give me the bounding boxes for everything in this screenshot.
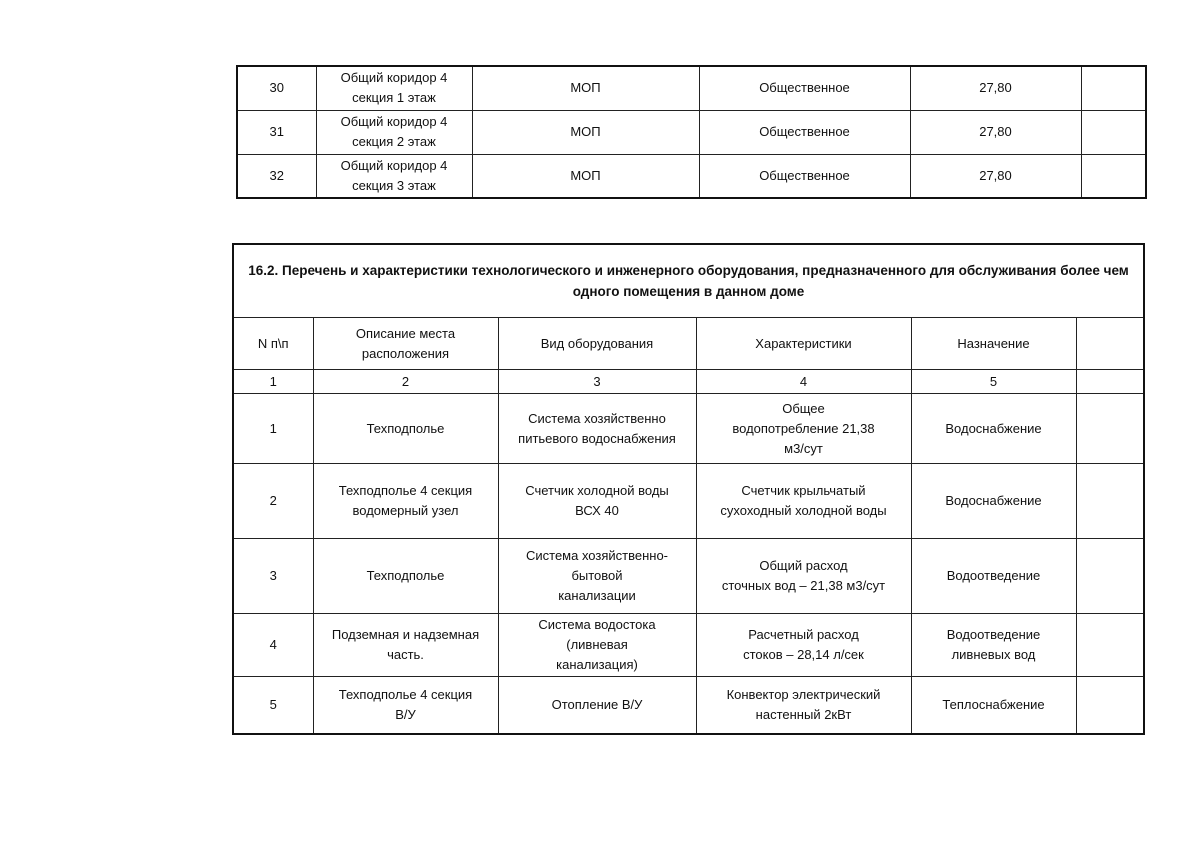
equipment: Счетчик холодной воды ВСХ 40: [498, 464, 696, 539]
equipment: Система хозяйственно- бытовой канализации: [498, 539, 696, 614]
table-row: [233, 464, 1144, 539]
table-row: [237, 154, 1146, 198]
purpose: Водоотведение ливневых вод: [911, 614, 1076, 677]
column-numbers-row: [233, 370, 1144, 394]
place: Общий коридор 4 секция 1 этаж: [316, 66, 472, 110]
extra: [1076, 464, 1144, 539]
equipment: Система водостока (ливневая канализация): [498, 614, 696, 677]
type: МОП: [472, 154, 699, 198]
row-number: 5: [233, 677, 313, 734]
col-num: 5: [911, 370, 1076, 394]
header-equipment: Вид оборудования: [498, 318, 696, 370]
type: МОП: [472, 110, 699, 154]
header-extra: [1076, 318, 1144, 370]
area: 27,80: [910, 154, 1081, 198]
place: Техподполье 4 секция водомерный узел: [313, 464, 498, 539]
purpose: Водоснабжение: [911, 394, 1076, 464]
table-row: [237, 110, 1146, 154]
purpose: Водоснабжение: [911, 464, 1076, 539]
col-num: 2: [313, 370, 498, 394]
table-row: [233, 539, 1144, 614]
col-num: [1076, 370, 1144, 394]
row-number: 32: [237, 154, 316, 198]
row-number: 4: [233, 614, 313, 677]
extra: [1076, 394, 1144, 464]
col-num: 3: [498, 370, 696, 394]
row-number: 31: [237, 110, 316, 154]
characteristics: Общее водопотребление 21,38 м3/сут: [696, 394, 911, 464]
row-number: 3: [233, 539, 313, 614]
equipment-table: [232, 243, 1145, 735]
header-place: Описание места расположения: [313, 318, 498, 370]
table-row: [237, 66, 1146, 110]
row-number: 1: [233, 394, 313, 464]
extra: [1076, 539, 1144, 614]
area: 27,80: [910, 110, 1081, 154]
place: Техподполье: [313, 394, 498, 464]
section-title: 16.2. Перечень и характеристики технологического и инженерного оборудования, предназначенного для обслуживания более чем одного помещения в данном доме: [233, 244, 1144, 318]
extra: [1076, 614, 1144, 677]
row-number: 2: [233, 464, 313, 539]
col-num: 4: [696, 370, 911, 394]
col-num: 1: [233, 370, 313, 394]
characteristics: Общий расход сточных вод – 21,38 м3/сут: [696, 539, 911, 614]
place: Общий коридор 4 секция 3 этаж: [316, 154, 472, 198]
purpose: Теплоснабжение: [911, 677, 1076, 734]
premises-table: [236, 65, 1147, 199]
extra: [1081, 66, 1146, 110]
equipment: Система хозяйственно питьевого водоснабжения: [498, 394, 696, 464]
characteristics: Расчетный расход стоков – 28,14 л/сек: [696, 614, 911, 677]
extra: [1081, 110, 1146, 154]
purpose: Общественное: [699, 66, 910, 110]
characteristics: Конвектор электрический настенный 2кВт: [696, 677, 911, 734]
header-row: [233, 318, 1144, 370]
row-number: 30: [237, 66, 316, 110]
purpose: Общественное: [699, 110, 910, 154]
header-characteristics: Характеристики: [696, 318, 911, 370]
table-row: [233, 614, 1144, 677]
place: Подземная и надземная часть.: [313, 614, 498, 677]
purpose: Водоотведение: [911, 539, 1076, 614]
place: Общий коридор 4 секция 2 этаж: [316, 110, 472, 154]
table-row: [233, 394, 1144, 464]
extra: [1081, 154, 1146, 198]
equipment: Отопление В/У: [498, 677, 696, 734]
purpose: Общественное: [699, 154, 910, 198]
header-purpose: Назначение: [911, 318, 1076, 370]
table-row: [233, 677, 1144, 734]
extra: [1076, 677, 1144, 734]
place: Техподполье: [313, 539, 498, 614]
header-number: N п\п: [233, 318, 313, 370]
place: Техподполье 4 секция В/У: [313, 677, 498, 734]
type: МОП: [472, 66, 699, 110]
characteristics: Счетчик крыльчатый сухоходный холодной воды: [696, 464, 911, 539]
area: 27,80: [910, 66, 1081, 110]
